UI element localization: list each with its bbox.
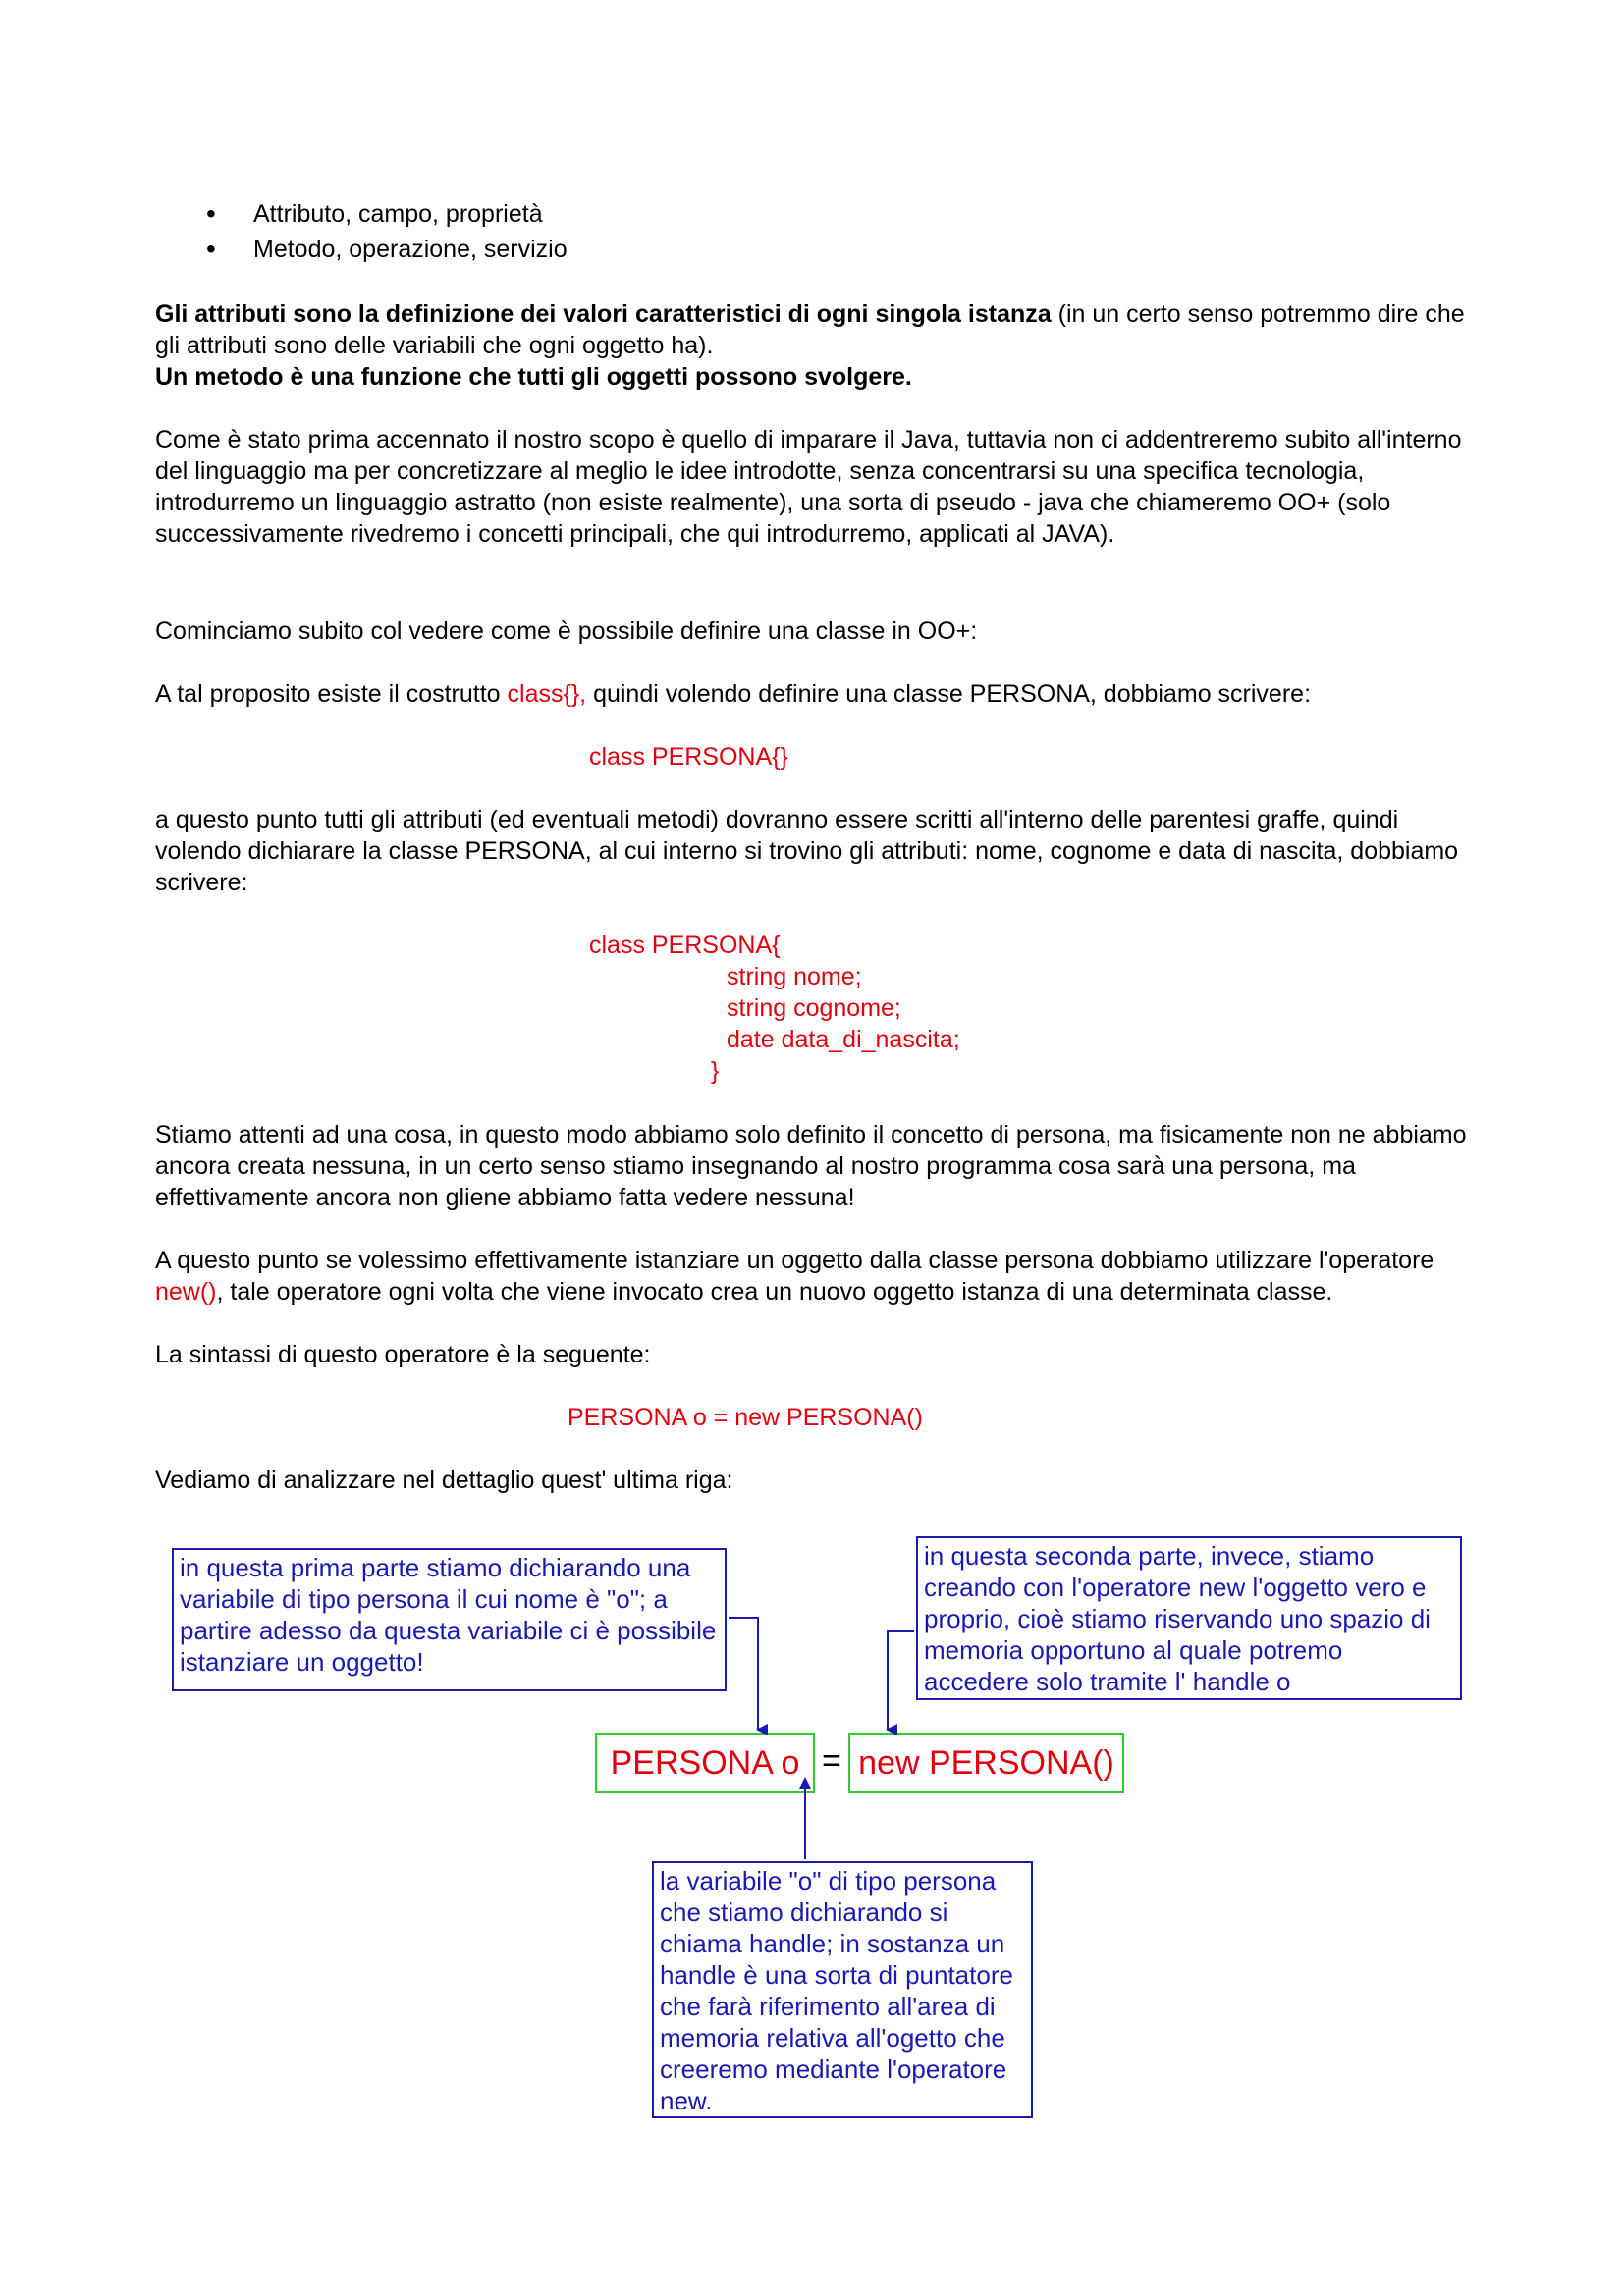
- paragraph-warning: Stiamo attenti ad una cosa, in questo modo abbiamo solo definito il concetto di persona, ma fisicamente non ne abbiamo ancora creata nessuna, in un certo senso stiamo insegnando al nostro programma cosa sarà una persona, ma effettivamente ancora non gliene abbiamo fatta vedere nessuna!: [155, 1121, 1467, 1211]
- code-field: string cognome;: [727, 994, 901, 1022]
- paragraph-start: Cominciamo subito col vedere come è possibile definire una classe in OO+:: [155, 617, 978, 645]
- equals-sign: =: [822, 1742, 841, 1780]
- text: (in un certo senso potremmo dire che gli attributi sono delle variabili che ogni oggetto ha).: [155, 300, 1465, 359]
- note-bottom: la variabile "o" di tipo persona che stiamo dichiarando si chiama handle; in sostanza un handle è una sorta di puntatore che farà riferimento all'area di memoria relativa all'ogetto che creeremo mediante l'operatore new.: [652, 1861, 1033, 2118]
- note-left: in questa prima parte stiamo dichiarando una variabile di tipo persona il cui nome è "o"; a partire adesso da questa variabile ci è possibile istanziare un oggetto!: [172, 1548, 727, 1691]
- text: quindi volendo definire una classe PERSONA, dobbiamo scrivere:: [586, 680, 1312, 708]
- paragraph-syntax: La sintassi di questo operatore è la seguente:: [155, 1341, 651, 1368]
- paragraph-intro: Come è stato prima accennato il nostro scopo è quello di imparare il Java, tuttavia non ci addentreremo subito all'interno del linguaggio ma per concretizzare al meglio le idee introdotte, senza concentrarsi su una specifica tecnologia, introdurremo un linguaggio astratto (non esiste realmente), una sorta di pseudo - java che chiameremo OO+ (solo successivamente rivedremo i concetti principali, che qui introdurremo, applicati al JAVA).: [155, 426, 1462, 548]
- list-item: • Metodo, operazione, servizio: [155, 232, 568, 267]
- bold-text: Gli attributi sono la definizione dei valori caratteristici di ogni singola istanza: [155, 300, 1052, 328]
- text: , tale operatore ogni volta che viene invocato crea un nuovo oggetto istanza di una determinata classe.: [216, 1278, 1333, 1306]
- code-class-open: class PERSONA{: [589, 932, 781, 959]
- arrow-left-note: [729, 1618, 758, 1730]
- code-field: date data_di_nascita;: [727, 1026, 960, 1053]
- arrow-right-note: [888, 1631, 914, 1730]
- code-class-empty: class PERSONA{}: [589, 743, 788, 771]
- inline-code: class{},: [507, 680, 587, 708]
- list-item: • Attributo, campo, proprietà: [155, 196, 568, 232]
- instantiation-box: new PERSONA(): [848, 1733, 1124, 1793]
- code-instantiation: PERSONA o = new PERSONA(): [568, 1404, 923, 1431]
- note-right: in questa seconda parte, invece, stiamo creando con l'operatore new l'oggetto vero e proprio, cioè stiamo riservando uno spazio di memoria opportuno al quale potremo accedere solo tramite l' handle o: [916, 1536, 1462, 1700]
- paragraph-attributes: a questo punto tutti gli attributi (ed eventuali metodi) dovranno essere scritti all'interno delle parentesi graffe, quindi volendo dichiarare la classe PERSONA, al cui interno si trovino gli attributi: nome, cognome e data di nascita, dobbiamo scrivere:: [155, 806, 1459, 896]
- code-class-close: }: [711, 1057, 720, 1085]
- text: A tal proposito esiste il costrutto: [155, 680, 508, 708]
- inline-code: new(): [155, 1278, 217, 1306]
- code-field: string nome;: [727, 963, 862, 990]
- bold-text: Un metodo è una funzione che tutti gli oggetti possono svolgere.: [155, 363, 912, 391]
- declaration-box: PERSONA o: [595, 1733, 815, 1793]
- paragraph-analyze: Vediamo di analizzare nel dettaglio quest' ultima riga:: [155, 1467, 733, 1494]
- arrow-bottom-head: [799, 1777, 811, 1789]
- text: A questo punto se volessimo effettivamente istanziare un oggetto dalla classe persona dobbiamo utilizzare l'operatore: [155, 1247, 1434, 1274]
